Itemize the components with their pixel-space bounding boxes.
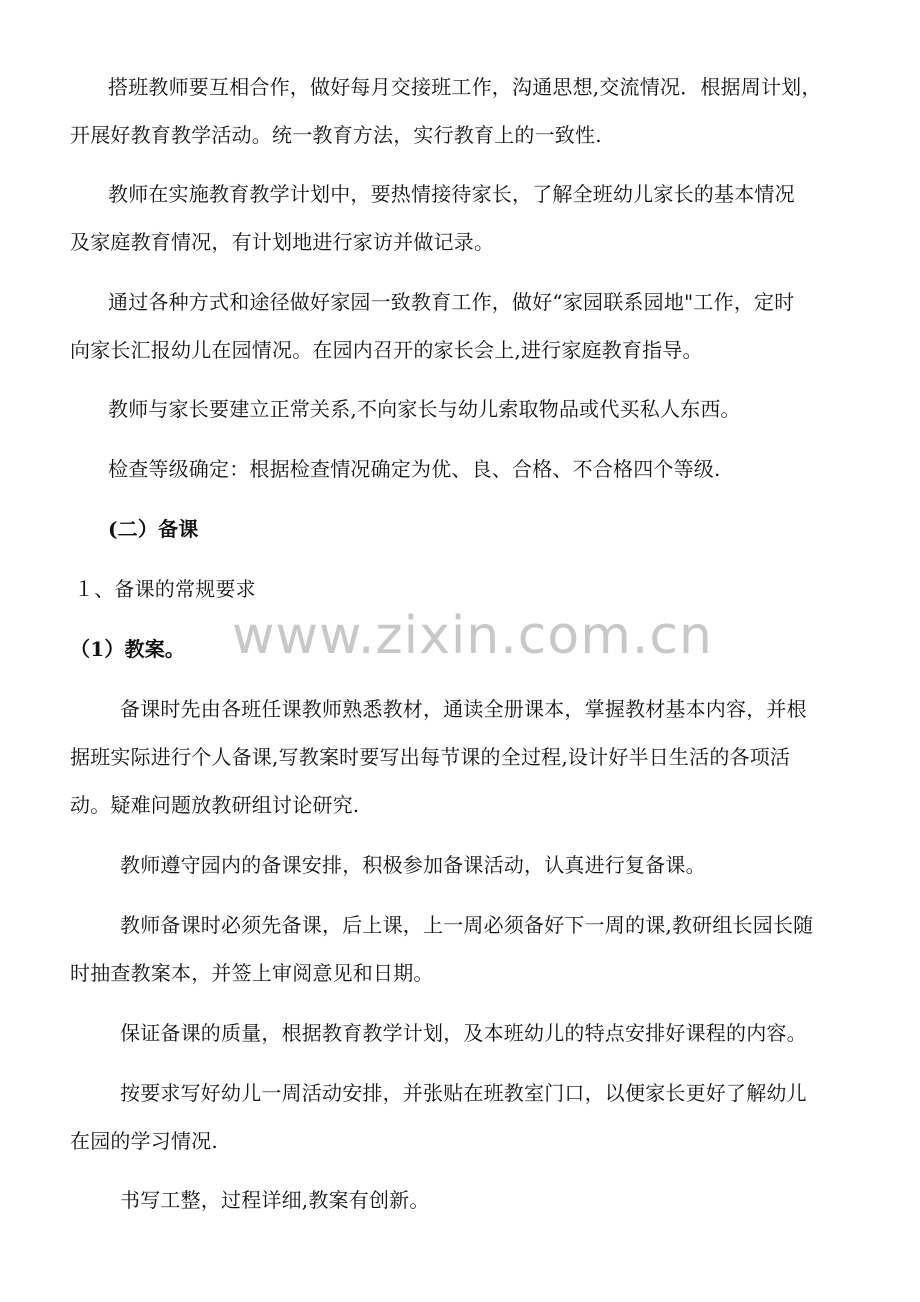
watermark-text: www.zixin.com.cn bbox=[232, 606, 713, 666]
paragraph-line: 教师遵守园内的备课安排，积极参加备课活动，认真进行复备课。 bbox=[120, 853, 706, 877]
paragraph-line: 据班实际进行个人备课,写教案时要写出每节课的全过程,设计好半日生活的各项活 bbox=[70, 745, 791, 769]
paragraph-line: 教师与家长要建立正常关系,不向家长与幼儿索取物品或代买私人东西。 bbox=[108, 397, 741, 421]
paragraph-line: 检查等级确定：根据检查情况确定为优、良、合格、不合格四个等级. bbox=[108, 457, 721, 481]
paragraph-line: 动。疑难问题放教研组讨论研究. bbox=[70, 793, 360, 817]
section-heading: (二）备课 bbox=[108, 517, 199, 541]
paragraph-line: 备课时先由各班任课教师熟悉教材，通读全册课本，掌握教材基本内容，并根 bbox=[120, 697, 807, 721]
item-heading: （1）教案。 bbox=[70, 637, 186, 661]
paragraph-line: 在园的学习情况. bbox=[70, 1129, 218, 1153]
paragraph-line: 开展好教育教学活动。统一教育方法，实行教育上的一致性. bbox=[70, 123, 602, 147]
paragraph-line: 通过各种方式和途径做好家园一致教育工作，做好“家园联系园地"工作，定时 bbox=[108, 290, 795, 314]
paragraph-line: 向家长汇报幼儿在园情况。在园内召开的家长会上,进行家庭教育指导。 bbox=[70, 338, 703, 362]
paragraph-line: 按要求写好幼儿一周活动安排，并张贴在班教室门口，以便家长更好了解幼儿 bbox=[120, 1081, 807, 1105]
paragraph-line: 保证备课的质量，根据教育教学计划，及本班幼儿的特点安排好课程的内容。 bbox=[120, 1021, 807, 1045]
paragraph-line: 教师备课时必须先备课，后上课，上一周必须备好下一周的课,教研组长园长随 bbox=[120, 913, 814, 937]
paragraph-line: 搭班教师要互相合作，做好每月交接班工作，沟通思想,交流情况．根据周计划， bbox=[108, 75, 822, 99]
paragraph-line: 教师在实施教育教学计划中，要热情接待家长，了解全班幼儿家长的基本情况 bbox=[108, 182, 795, 206]
paragraph-line: 及家庭教育情况，有计划地进行家访并做记录。 bbox=[70, 230, 495, 254]
paragraph-line: 书写工整，过程详细,教案有创新。 bbox=[120, 1188, 430, 1212]
paragraph-line: 时抽查教案本，并签上审阅意见和日期。 bbox=[70, 961, 434, 985]
subsection-heading: １、备课的常规要求 bbox=[74, 577, 256, 601]
